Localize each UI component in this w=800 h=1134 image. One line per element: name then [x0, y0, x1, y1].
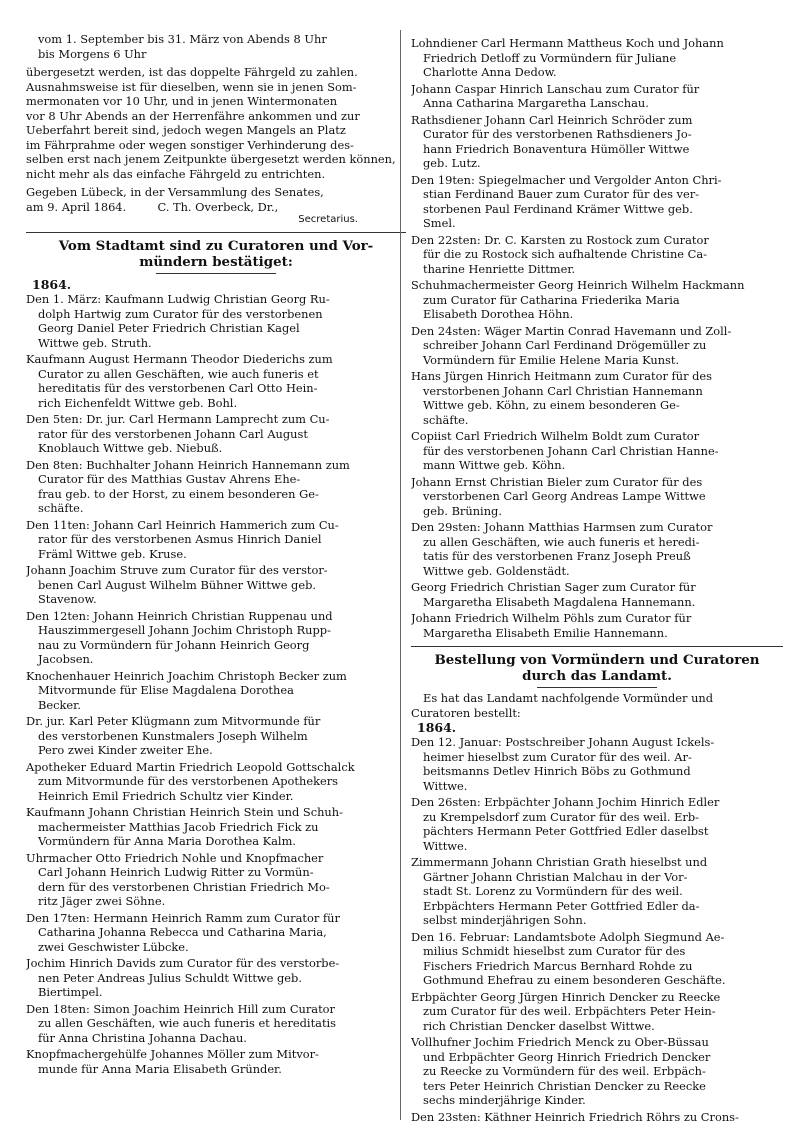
entry-line: Vollhufner Jochim Friedrich Menck zu Ober-Büssau — [411, 1035, 709, 1049]
entry-line: Den 19ten: Spiegelmacher und Vergolder Anton Chri- — [411, 172, 722, 187]
entry-line: Den 1. März: Kaufmann Ludwig Christian Georg Ru- — [26, 292, 330, 306]
entry-line: Den 16. Februar: Landamtsbote Adolph Siegmund Ae- — [411, 929, 725, 944]
entry-line: Margaretha Elisabeth Magdalena Hannemann. — [423, 594, 696, 609]
decree-date: am 9. April 1864. — [26, 199, 127, 214]
entry — [411, 520, 783, 578]
entry-line: zwei Geschwister Lübcke. — [38, 939, 189, 954]
entry-line: Charlotte Anna Dedow. — [423, 65, 557, 79]
section-heading-landamt: Bestellung von Vormündern und Curatoren — [434, 652, 760, 668]
entry — [26, 563, 406, 607]
entry-line: Heinrich Emil Friedrich Schultz vier Kinder. — [38, 788, 294, 803]
entry-line: Den 5ten: Dr. jur. Carl Hermann Lamprecht zum Cu- — [26, 412, 330, 426]
entry — [26, 714, 406, 758]
entry — [411, 580, 783, 609]
entry — [26, 518, 406, 562]
right-column — [411, 36, 783, 1126]
date-signature-line — [26, 200, 406, 215]
entry — [411, 173, 783, 231]
entry-line: Vormündern für Anna Maria Dorothea Kalm. — [38, 834, 296, 848]
ferry-schedule-line: vom 1. September bis 31. März von Abends 8 Uhr — [38, 32, 327, 46]
entry-line: Knopfmachergehülfe Johannes Möller zum Mitvor- — [26, 1047, 319, 1061]
entry — [411, 795, 783, 853]
entry-line: frau geb. to der Horst, zu einem besonderen Ge- — [38, 486, 319, 501]
entry-line: Uhrmacher Otto Friedrich Nohle und Knopfmacher — [26, 850, 324, 865]
entry-line: Catharina Johanna Rebecca und Catharina Maria, — [38, 925, 327, 939]
section-heading-landamt-cont: durch das Landamt. — [522, 668, 672, 684]
entry-line: Friedrich Detloff zu Vormündern für Juliane — [423, 50, 677, 65]
entry-line: selbst minderjährigen Sohn. — [423, 913, 587, 927]
entry-line: Copiist Carl Friedrich Wilhelm Boldt zum Curator — [411, 429, 700, 443]
entry-line: rator für des verstorbenen Asmus Hinrich Daniel — [38, 532, 322, 546]
entry — [411, 855, 783, 928]
section-divider — [26, 232, 406, 233]
entry-line: mann Wittwe geb. Köhn. — [423, 458, 566, 472]
entry-line: Knochenhauer Heinrich Joachim Christoph Becker zum — [26, 668, 347, 683]
entry-line: Smel. — [423, 216, 456, 230]
entry-line: Den 12. Januar: Postschreiber Johann August Ickels- — [411, 735, 715, 749]
entry — [411, 82, 783, 111]
signatory-name: C. Th. Overbeck, Dr., — [157, 199, 279, 214]
entry-line: schäfte. — [423, 412, 469, 427]
entry-line: Johann Joachim Struve zum Curator für des verstor- — [26, 563, 328, 577]
entry-line: schreiber Johann Carl Ferdinand Drögemüller zu — [423, 338, 707, 352]
entry-line: stadt St. Lorenz zu Vormündern für des weil. — [423, 884, 683, 898]
entry — [26, 805, 406, 849]
entry-line: für des verstorbenen Johann Carl Christian Hanne- — [423, 443, 719, 458]
entry-line: zu Krempelsdorf zum Curator für des weil. Erb- — [423, 809, 699, 824]
entry-line: stian Ferdinand Bauer zum Curator für des ver- — [423, 187, 700, 201]
entry-line: Becker. — [38, 697, 81, 712]
year-label: 1864. — [417, 720, 457, 735]
entry — [411, 475, 783, 519]
heading-underline — [537, 687, 657, 688]
secretarius-title: Secretarius. — [298, 214, 358, 225]
entry — [411, 36, 783, 80]
entry-line: benen Carl August Wilhelm Bühner Wittwe geb. — [38, 577, 316, 592]
entry — [26, 412, 406, 456]
entry — [26, 669, 406, 713]
entry-line: nau zu Vormündern für Johann Heinrich Georg — [38, 637, 310, 652]
entry — [411, 611, 783, 640]
entry-line: geb. Lutz. — [423, 156, 481, 170]
entry-line: Den 12ten: Johann Heinrich Christian Ruppenau und — [26, 608, 333, 623]
entry-line: für die zu Rostock sich aufhaltende Christine Ca- — [423, 247, 707, 261]
entry-line: munde für Anna Maria Elisabeth Gründer. — [38, 1061, 282, 1076]
entry-line: rich Eichenfeldt Wittwe geb. Bohl. — [38, 395, 238, 410]
entry-line: Den 26sten: Erbpächter Johann Jochim Hinrich Edler — [411, 795, 720, 809]
entry-line: Hauszimmergesell Johann Jochim Christoph Rupp- — [38, 623, 331, 637]
entry-line: Georg Friedrich Christian Sager zum Curator für — [411, 580, 696, 594]
entry-line: Stavenow. — [38, 592, 97, 606]
entry-line: Curator für des verstorbenen Rathsdieners Jo- — [423, 127, 692, 141]
entry-line: Den 17ten: Hermann Heinrich Ramm zum Curator für — [26, 910, 340, 925]
entry-line: Zimmermann Johann Christian Grath hieselbst und — [411, 855, 708, 869]
entry-line: Wittwe geb. Goldenstädt. — [423, 563, 570, 578]
entry-line: Dr. jur. Karl Peter Klügmann zum Mitvormunde für — [26, 714, 321, 728]
ferry-decree-text — [26, 65, 406, 181]
landamt-entries — [411, 735, 783, 1124]
decree-line: Ausnahmsweise ist für dieselben, wenn sie in jenen Som- — [26, 79, 357, 94]
entry-line: Mitvormunde für Elise Magdalena Dorothea — [38, 683, 294, 697]
entry-line: tharine Henriette Dittmer. — [423, 261, 576, 276]
entry-line: Wittwe. — [423, 778, 468, 793]
entry-line: Wittwe. — [423, 838, 468, 853]
entry-line: Den 24sten: Wäger Martin Conrad Havemann und Zoll- — [411, 323, 732, 338]
entry — [26, 292, 406, 350]
entry-line: Erbpächter Georg Jürgen Hinrich Dencker zu Reecke — [411, 989, 721, 1004]
entry — [26, 458, 406, 516]
section-heading-stadtamt: Vom Stadtamt sind zu Curatoren und Vor- — [58, 238, 374, 254]
entry-line: ritz Jäger zwei Söhne. — [38, 894, 166, 908]
entry-line: rator für des verstorbenen Johann Carl August — [38, 426, 308, 441]
entry-line: zum Mitvormunde für des verstorbenen Apothekers — [38, 774, 338, 788]
entry-line: und Erbpächter Georg Hinrich Friedrich Dencker — [423, 1049, 711, 1064]
entry — [411, 233, 783, 277]
entry-line: Lohndiener Carl Hermann Mattheus Koch und Johann — [411, 36, 724, 50]
entry-line: Schuhmachermeister Georg Heinrich Wilhelm Hackmann — [411, 278, 745, 292]
entry-line: beitsmanns Detlev Hinrich Böbs zu Gothmund — [423, 764, 691, 778]
entry-line: Jochim Hinrich Davids zum Curator für des verstorbe- — [26, 956, 340, 970]
entry-line: Johann Caspar Hinrich Lanschau zum Curator für — [411, 81, 700, 96]
entry-line: Georg Daniel Peter Friedrich Christian Kagel — [38, 321, 300, 335]
entry-line: storbenen Paul Ferdinand Krämer Wittwe geb. — [423, 201, 693, 216]
entry-line: zu Reecke zu Vormündern für des weil. Erbpäch- — [423, 1064, 706, 1078]
entry — [26, 1047, 406, 1076]
ferry-schedule-line: bis Morgens 6 Uhr — [38, 46, 147, 61]
decree-line: selben erst nach jenem Zeitpunkte übergesetzt werden können, — [26, 152, 396, 166]
decree-line: übergesetzt werden, ist das doppelte Fährgeld zu zahlen. — [26, 65, 358, 79]
entry — [26, 609, 406, 667]
entry-line: Vormündern für Emilie Helene Maria Kunst. — [423, 352, 680, 367]
section-heading-stadtamt-cont: mündern bestätiget: — [139, 254, 293, 270]
column-rule — [400, 30, 401, 1120]
entry-line: Främl Wittwe geb. Kruse. — [38, 546, 187, 561]
section-divider — [411, 646, 783, 647]
entry-line: pächters Hermann Peter Gottfried Edler daselbst — [423, 824, 709, 838]
entry-line: Curator für des Matthias Gustav Ahrens Ehe- — [38, 472, 301, 486]
year-label: 1864. — [32, 277, 72, 292]
entry — [411, 369, 783, 427]
entry — [26, 352, 406, 410]
entry-line: Kaufmann Johann Christian Heinrich Stein und Schuh- — [26, 805, 343, 819]
entry-line: Gärtner Johann Christian Malchau in der Vor- — [423, 869, 688, 884]
stadtamt-entries-continued — [411, 36, 783, 640]
entry — [411, 930, 783, 988]
landamt-intro-line: Es hat das Landamt nachfolgende Vormünder und — [423, 691, 714, 705]
decree-line: nicht mehr als das einfache Fährgeld zu entrichten. — [26, 166, 326, 181]
entry-line: Wittwe geb. Struth. — [38, 335, 152, 350]
entry-line: Rathsdiener Johann Carl Heinrich Schröder zum — [411, 112, 693, 127]
entry-line: zum Curator für Catharina Friederika Maria — [423, 292, 680, 307]
entry — [411, 113, 783, 171]
entry-line: Den 18ten: Simon Joachim Heinrich Hill zum Curator — [26, 1001, 335, 1016]
entry — [411, 278, 783, 322]
entry-line: zu allen Geschäften, wie auch funeris et heredi- — [423, 534, 700, 549]
entry-line: verstorbenen Carl Georg Andreas Lampe Wittwe — [423, 489, 706, 503]
entry — [411, 990, 783, 1034]
entry-line: des verstorbenen Kunstmalers Joseph Wilhelm — [38, 728, 308, 743]
entry — [411, 1035, 783, 1108]
entry-line: Wittwe geb. Köhn, zu einem besonderen Ge- — [423, 398, 680, 412]
entry-line: Apotheker Eduard Martin Friedrich Leopold Gottschalck — [26, 759, 355, 774]
entry-line: schäfte. — [38, 501, 84, 515]
stadtamt-entries — [26, 292, 406, 1076]
entry-line: geb. Brüning. — [423, 503, 502, 518]
entry-line: Carl Johann Heinrich Ludwig Ritter zu Vormün- — [38, 865, 314, 879]
entry-line: Den 29sten: Johann Matthias Harmsen zum Curator — [411, 520, 713, 534]
entry-line: machermeister Matthias Jacob Friedrich Fick zu — [38, 819, 319, 834]
entry — [26, 956, 406, 1000]
entry — [26, 1002, 406, 1046]
entry-line: Gothmund Ehefrau zu einem besonderen Geschäfte. — [423, 973, 726, 987]
entry-line: Hans Jürgen Hinrich Heitmann zum Curator für des — [411, 369, 713, 383]
entry-line: Curator zu allen Geschäften, wie auch funeris et — [38, 366, 319, 381]
decree-line: im Fährprahme oder wegen sonstiger Verhinderung des- — [26, 137, 354, 152]
entry-line: verstorbenen Johann Carl Christian Hannemann — [423, 383, 703, 398]
entry — [411, 429, 783, 473]
entry-line: zum Curator für des weil. Erbpächters Peter Hein- — [423, 1004, 716, 1018]
entry-line: tatis für des verstorbenen Franz Joseph Preuß — [423, 549, 691, 563]
entry-line: hann Friedrich Bonaventura Hümöller Wittwe — [423, 141, 690, 156]
decree-line: vor 8 Uhr Abends an der Herrenfähre ankommen und zur — [26, 108, 360, 123]
entry-line: nen Peter Andreas Julius Schuldt Wittwe geb. — [38, 970, 302, 985]
entry-line: Biertimpel. — [38, 985, 103, 999]
entry-line: milius Schmidt hieselbst zum Curator für des — [423, 944, 686, 958]
entry-line: rich Christian Dencker daselbst Wittwe. — [423, 1018, 655, 1033]
heading-underline — [156, 273, 276, 274]
entry-line: dern für des verstorbenen Christian Friedrich Mo- — [38, 879, 330, 894]
entry-line: für Anna Christina Johanna Dachau. — [38, 1030, 247, 1045]
entry-line: Johann Ernst Christian Bieler zum Curator für des — [411, 474, 703, 489]
entry — [411, 1110, 783, 1125]
entry — [26, 760, 406, 804]
landamt-intro-line: Curatoren bestellt: — [411, 705, 521, 720]
entry-line: Kaufmann August Hermann Theodor Diederichs zum — [26, 352, 333, 366]
entry-line: sechs minderjährige Kinder. — [423, 1093, 586, 1107]
entry-line: Erbpächters Hermann Peter Gottfried Edler da- — [423, 898, 700, 913]
entry-line: Pero zwei Kinder zweiter Ehe. — [38, 743, 213, 757]
entry-line: Den 22sten: Dr. C. Karsten zu Rostock zum Curator — [411, 232, 709, 247]
entry-line: Johann Friedrich Wilhelm Pöhls zum Curator für — [411, 611, 692, 625]
entry-line: Margaretha Elisabeth Emilie Hannemann. — [423, 625, 668, 640]
entry-line: Elisabeth Dorothea Höhn. — [423, 307, 574, 321]
entry-line: Anna Catharina Margaretha Lanschau. — [423, 96, 649, 110]
entry-line: Knoblauch Wittwe geb. Niebuß. — [38, 441, 223, 455]
entry — [26, 851, 406, 909]
given-at-senate-line: Gegeben Lübeck, in der Versammlung des Senates, — [26, 185, 324, 199]
entry-line: Den 23sten: Käthner Heinrich Friedrich Röhrs zu Crons- — [411, 1109, 739, 1124]
decree-line: Ueberfahrt bereit sind, jedoch wegen Mangels an Platz — [26, 123, 346, 137]
entry-line: Jacobsen. — [38, 652, 94, 666]
entry-line: zu allen Geschäften, wie auch funeris et hereditatis — [38, 1016, 337, 1030]
entry-line: heimer hieselbst zum Curator für des weil. Ar- — [423, 749, 692, 764]
entry-line: Den 8ten: Buchhalter Johann Heinrich Hannemann zum — [26, 457, 350, 472]
entry — [411, 324, 783, 368]
entry — [411, 735, 783, 793]
entry-line: hereditatis für des verstorbenen Carl Otto Hein- — [38, 381, 318, 395]
entry-line: Fischers Friedrich Marcus Bernhard Rohde zu — [423, 958, 693, 973]
entry-line: ters Peter Heinrich Christian Dencker zu Reecke — [423, 1078, 706, 1093]
left-column — [26, 32, 406, 1078]
entry — [26, 911, 406, 955]
entry-line: Den 11ten: Johann Carl Heinrich Hammerich zum Cu- — [26, 517, 339, 532]
decree-line: mermonaten vor 10 Uhr, und in jenen Wintermonaten — [26, 94, 338, 108]
entry-line: dolph Hartwig zum Curator für des verstorbenen — [38, 306, 323, 321]
